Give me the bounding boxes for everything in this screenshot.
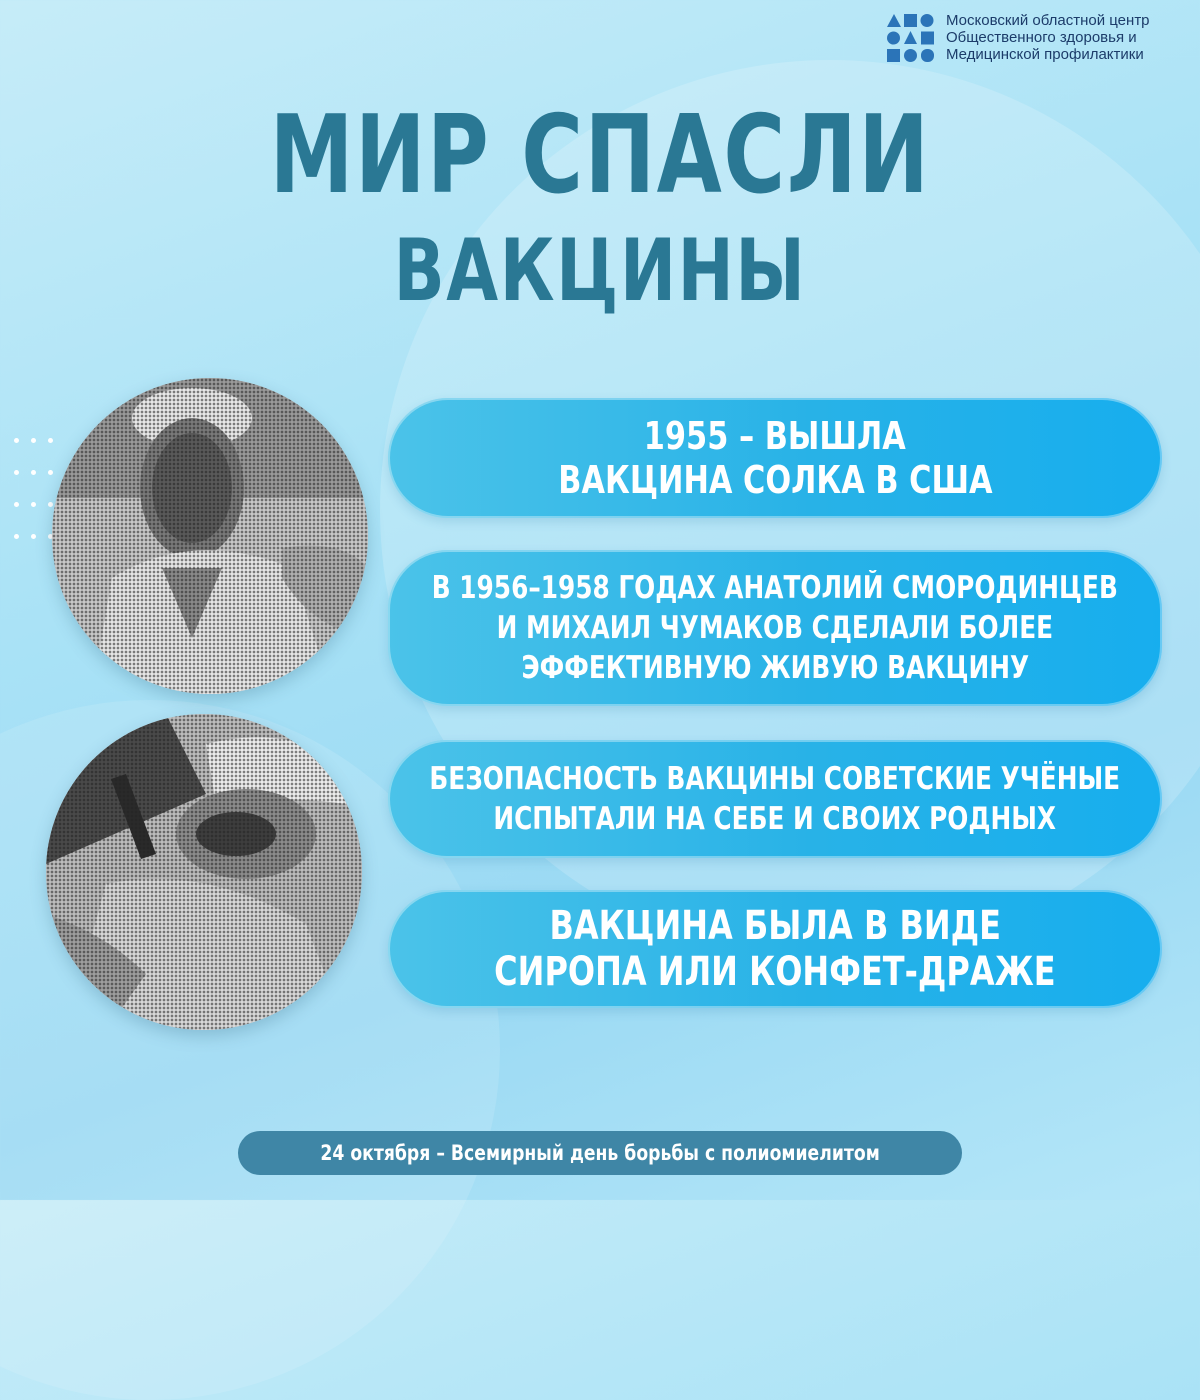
fact-card (388, 398, 1162, 518)
fact-card (388, 740, 1162, 858)
organization-name-line: Общественного здоровья и (946, 29, 1137, 46)
footer-caption: – Всемирный день борьбы с полиомиелитом (430, 1141, 880, 1165)
footer-date: 24 октября (320, 1141, 431, 1165)
fact-text-line: ВАКЦИНА БЫЛА В ВИДЕ (549, 903, 1001, 949)
footer-text (320, 1141, 879, 1165)
page-title: МИР СПАСЛИ (269, 93, 931, 218)
scientists-vaccine-photo (46, 714, 362, 1030)
fact-text-line: В 1956–1958 ГОДАХ АНАТОЛИЙ СМОРОДИНЦЕВ (431, 570, 1119, 606)
fact-text-line: 1955 – ВЫШЛА (643, 414, 906, 458)
fact-text-line: БЕЗОПАСНОСТЬ ВАКЦИНЫ СОВЕТСКИЕ УЧЁНЫЕ (429, 761, 1121, 797)
scientist-portrait-photo (52, 378, 368, 694)
fact-text-line: И МИХАИЛ ЧУМАКОВ СДЕЛАЛИ БОЛЕЕ (496, 610, 1054, 646)
page-subtitle: ВАКЦИНЫ (393, 221, 807, 321)
fact-text-line: ВАКЦИНА СОЛКА В США (557, 458, 993, 502)
organization-logo (886, 12, 1150, 64)
organization-name-line: Московский областной центр (946, 12, 1150, 29)
fact-text-line: СИРОПА ИЛИ КОНФЕТ-ДРАЖЕ (494, 949, 1056, 995)
fact-card (388, 550, 1162, 706)
fact-text-line: ИСПЫТАЛИ НА СЕБЕ И СВОИХ РОДНЫХ (493, 801, 1057, 837)
organization-name-line: Медицинской профилактики (946, 46, 1144, 63)
blocks-logo-icon (886, 12, 936, 64)
footer-banner (238, 1131, 962, 1175)
fact-card (388, 890, 1162, 1008)
organization-name (946, 12, 1150, 63)
fact-text-line: ЭФФЕКТИВНУЮ ЖИВУЮ ВАКЦИНУ (521, 650, 1029, 686)
